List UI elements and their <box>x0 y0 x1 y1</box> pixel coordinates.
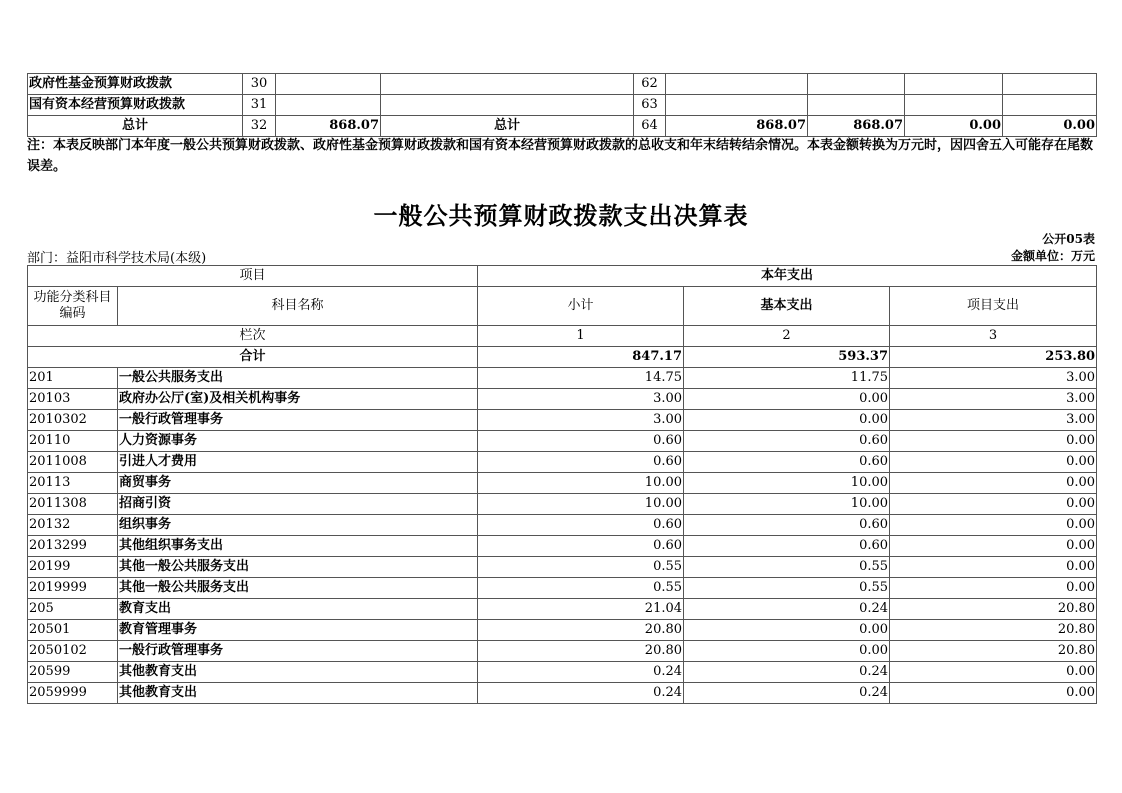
row-subtotal: 0.55 <box>478 557 684 578</box>
summary-cell-label: 总计 <box>28 116 243 137</box>
summary-cell-a <box>666 95 808 116</box>
row-subtotal: 0.24 <box>478 662 684 683</box>
row-name: 其他教育支出 <box>118 662 478 683</box>
table-row <box>28 620 1097 641</box>
row-basic: 0.00 <box>684 389 890 410</box>
row-code: 201 <box>28 368 118 389</box>
row-project: 3.00 <box>890 389 1097 410</box>
summary-cell-no2: 63 <box>634 95 666 116</box>
row-basic: 0.24 <box>684 599 890 620</box>
total-basic: 593.37 <box>684 347 890 368</box>
summary-cell-v1 <box>276 74 381 95</box>
row-name: 招商引资 <box>118 494 478 515</box>
row-project: 0.00 <box>890 536 1097 557</box>
summary-cell-v2: 总计 <box>381 116 634 137</box>
table-row <box>28 389 1097 410</box>
carryover-summary-table <box>27 73 1097 137</box>
summary-row <box>28 116 1097 137</box>
row-basic: 10.00 <box>684 473 890 494</box>
row-name: 其他教育支出 <box>118 683 478 704</box>
page-title: 一般公共预算财政拨款支出决算表 <box>373 202 749 230</box>
row-subtotal: 3.00 <box>478 389 684 410</box>
row-project: 0.00 <box>890 578 1097 599</box>
summary-cell-label: 国有资本经营预算财政拨款 <box>28 95 243 116</box>
summary-cell-no: 30 <box>243 74 276 95</box>
header-code: 功能分类科目编码 <box>28 287 118 326</box>
header-row-1 <box>28 266 1097 287</box>
row-basic: 0.60 <box>684 431 890 452</box>
summary-cell-v2 <box>381 74 634 95</box>
column-index-row <box>28 326 1097 347</box>
row-name: 人力资源事务 <box>118 431 478 452</box>
summary-cell-d: 0.00 <box>1003 116 1097 137</box>
summary-cell-no2: 64 <box>634 116 666 137</box>
row-code: 20501 <box>28 620 118 641</box>
row-name: 其他一般公共服务支出 <box>118 578 478 599</box>
row-name: 其他组织事务支出 <box>118 536 478 557</box>
total-project: 253.80 <box>890 347 1097 368</box>
header-row-2 <box>28 287 1097 326</box>
row-name: 商贸事务 <box>118 473 478 494</box>
table-row <box>28 473 1097 494</box>
table-row <box>28 536 1097 557</box>
table-row <box>28 431 1097 452</box>
summary-cell-v2 <box>381 95 634 116</box>
row-subtotal: 3.00 <box>478 410 684 431</box>
table-row <box>28 641 1097 662</box>
row-name: 一般行政管理事务 <box>118 641 478 662</box>
summary-cell-v1: 868.07 <box>276 116 381 137</box>
row-name: 其他一般公共服务支出 <box>118 557 478 578</box>
total-label: 合计 <box>28 347 478 368</box>
summary-cell-label: 政府性基金预算财政拨款 <box>28 74 243 95</box>
row-code: 20103 <box>28 389 118 410</box>
table-row <box>28 683 1097 704</box>
header-project: 项目 <box>28 266 478 287</box>
row-code: 2013299 <box>28 536 118 557</box>
column-index-label: 栏次 <box>28 326 478 347</box>
summary-cell-no: 31 <box>243 95 276 116</box>
row-project: 0.00 <box>890 431 1097 452</box>
table-row <box>28 557 1097 578</box>
row-name: 一般公共服务支出 <box>118 368 478 389</box>
row-project: 20.80 <box>890 620 1097 641</box>
row-code: 2011008 <box>28 452 118 473</box>
row-project: 3.00 <box>890 368 1097 389</box>
row-subtotal: 10.00 <box>478 473 684 494</box>
row-code: 20110 <box>28 431 118 452</box>
row-project: 20.80 <box>890 641 1097 662</box>
total-subtotal: 847.17 <box>478 347 684 368</box>
row-subtotal: 10.00 <box>478 494 684 515</box>
department-label: 部门：益阳市科学技术局(本级) <box>27 251 207 266</box>
summary-cell-d <box>1003 95 1097 116</box>
table-row <box>28 410 1097 431</box>
table-row <box>28 494 1097 515</box>
header-name: 科目名称 <box>118 287 478 326</box>
summary-cell-c <box>905 74 1003 95</box>
row-basic: 0.00 <box>684 620 890 641</box>
header-basic: 基本支出 <box>684 287 890 326</box>
summary-cell-b: 868.07 <box>808 116 905 137</box>
summary-cell-b <box>808 74 905 95</box>
row-basic: 0.60 <box>684 536 890 557</box>
row-name: 教育支出 <box>118 599 478 620</box>
summary-cell-b <box>808 95 905 116</box>
row-code: 20599 <box>28 662 118 683</box>
row-code: 2050102 <box>28 641 118 662</box>
row-code: 2011308 <box>28 494 118 515</box>
summary-cell-d <box>1003 74 1097 95</box>
row-code: 2059999 <box>28 683 118 704</box>
table-row <box>28 578 1097 599</box>
row-basic: 0.60 <box>684 515 890 536</box>
row-subtotal: 20.80 <box>478 620 684 641</box>
table-row <box>28 368 1097 389</box>
row-subtotal: 0.60 <box>478 431 684 452</box>
row-code: 2019999 <box>28 578 118 599</box>
summary-cell-a <box>666 74 808 95</box>
row-basic: 0.55 <box>684 557 890 578</box>
row-subtotal: 0.24 <box>478 683 684 704</box>
row-subtotal: 0.60 <box>478 536 684 557</box>
table-row <box>28 515 1097 536</box>
row-basic: 0.60 <box>684 452 890 473</box>
row-project: 0.00 <box>890 662 1097 683</box>
row-subtotal: 14.75 <box>478 368 684 389</box>
row-project: 20.80 <box>890 599 1097 620</box>
table-row <box>28 662 1097 683</box>
summary-row <box>28 74 1097 95</box>
row-subtotal: 0.60 <box>478 452 684 473</box>
summary-cell-c: 0.00 <box>905 116 1003 137</box>
header-current-year: 本年支出 <box>478 266 1097 287</box>
column-index-1: 1 <box>478 326 684 347</box>
row-project: 0.00 <box>890 494 1097 515</box>
summary-cell-no2: 62 <box>634 74 666 95</box>
row-name: 组织事务 <box>118 515 478 536</box>
amount-unit-label: 金额单位：万元 <box>1010 249 1095 263</box>
row-subtotal: 0.55 <box>478 578 684 599</box>
row-subtotal: 0.60 <box>478 515 684 536</box>
expenditure-table <box>27 265 1097 704</box>
form-number: 公开05表 <box>1042 232 1095 246</box>
row-subtotal: 20.80 <box>478 641 684 662</box>
table-row <box>28 599 1097 620</box>
row-subtotal: 21.04 <box>478 599 684 620</box>
row-name: 政府办公厅(室)及相关机构事务 <box>118 389 478 410</box>
row-project: 0.00 <box>890 473 1097 494</box>
row-basic: 11.75 <box>684 368 890 389</box>
row-basic: 10.00 <box>684 494 890 515</box>
row-basic: 0.55 <box>684 578 890 599</box>
row-name: 一般行政管理事务 <box>118 410 478 431</box>
row-project: 0.00 <box>890 515 1097 536</box>
row-project: 0.00 <box>890 683 1097 704</box>
row-basic: 0.24 <box>684 683 890 704</box>
summary-cell-v1 <box>276 95 381 116</box>
row-name: 引进人才费用 <box>118 452 478 473</box>
row-name: 教育管理事务 <box>118 620 478 641</box>
summary-cell-no: 32 <box>243 116 276 137</box>
table-note: 注：本表反映部门本年度一般公共预算财政拨款、政府性基金预算财政拨款和国有资本经营预算财政拨款的总收支和年末结转结余情况。本表金额转换为万元时，因四舍五入可能存在尾数误差。 <box>27 138 1094 174</box>
row-project: 3.00 <box>890 410 1097 431</box>
row-code: 2010302 <box>28 410 118 431</box>
row-basic: 0.24 <box>684 662 890 683</box>
row-code: 205 <box>28 599 118 620</box>
column-index-2: 2 <box>684 326 890 347</box>
column-index-3: 3 <box>890 326 1097 347</box>
row-basic: 0.00 <box>684 641 890 662</box>
row-basic: 0.00 <box>684 410 890 431</box>
summary-row <box>28 95 1097 116</box>
row-project: 0.00 <box>890 452 1097 473</box>
row-code: 20199 <box>28 557 118 578</box>
table-row <box>28 452 1097 473</box>
summary-cell-a: 868.07 <box>666 116 808 137</box>
row-project: 0.00 <box>890 557 1097 578</box>
header-project-exp: 项目支出 <box>890 287 1097 326</box>
header-subtotal: 小计 <box>478 287 684 326</box>
total-row <box>28 347 1097 368</box>
row-code: 20113 <box>28 473 118 494</box>
summary-cell-c <box>905 95 1003 116</box>
row-code: 20132 <box>28 515 118 536</box>
